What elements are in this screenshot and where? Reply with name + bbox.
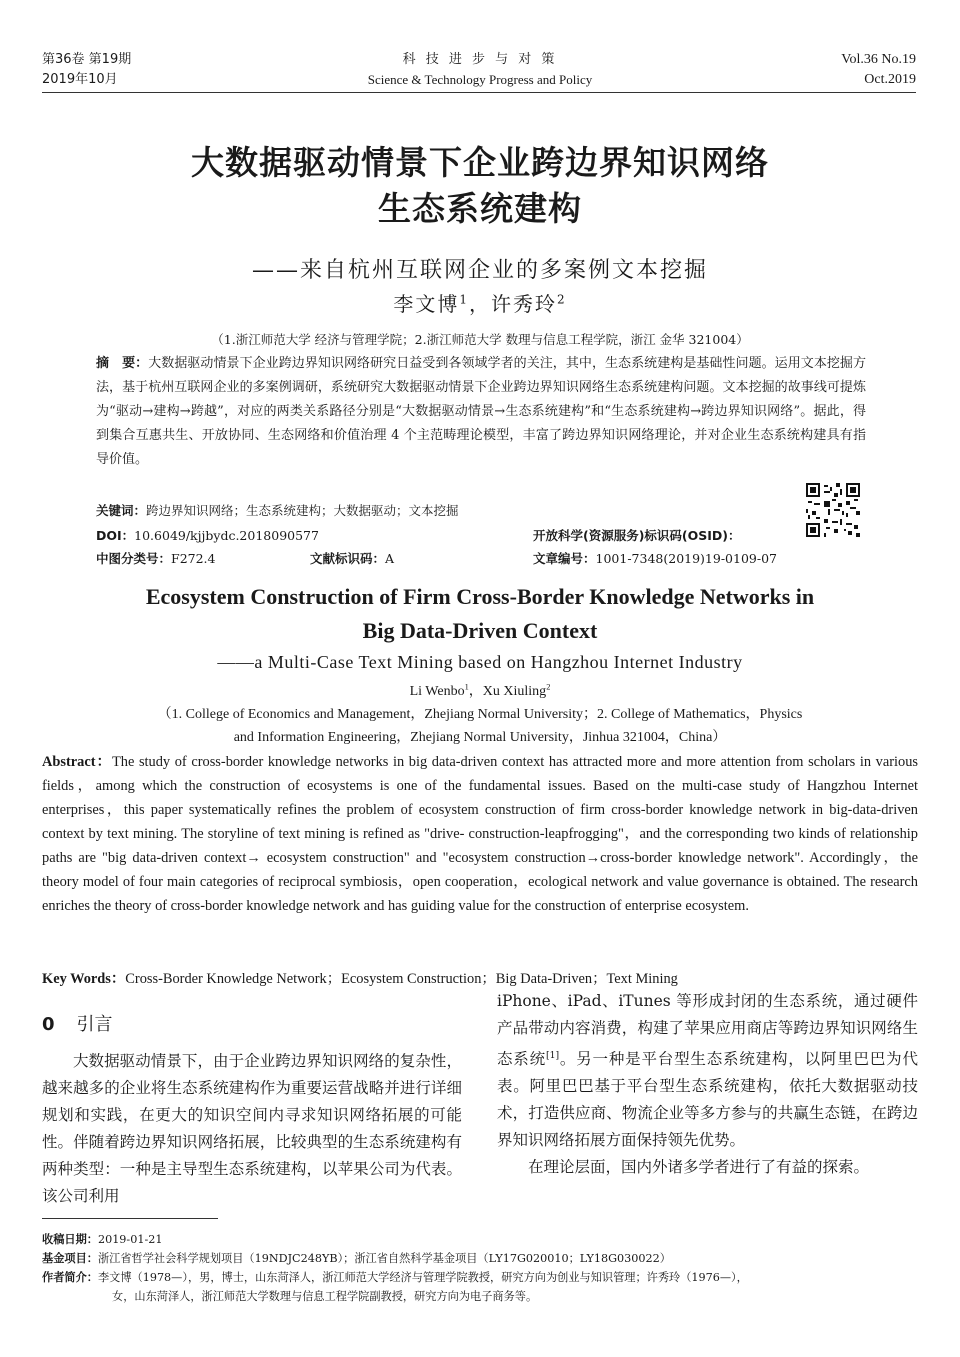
citation-ref-1[interactable]: [1] [545,1050,560,1061]
date-cn: 2019年10月 [42,72,118,87]
author-1-cn: 李文博 [393,292,460,316]
author-2-en: Xu Xiuling [482,684,547,699]
body-right-paragraph-1 [497,988,918,1154]
author-sep-en: ， [468,684,483,699]
keywords-cn-label: 关键词： [96,503,147,518]
keywords-cn-text: 跨边界知识网络；生态系统建构；大数据驱动；文本挖掘 [146,503,459,518]
abstract-cn-text: 大数据驱动情景下企业跨边界知识网络研究日益受到各领域学者的关注，其中，生态系统建构是基础性问题。运用文本挖掘方法，基于杭州互联网企业的多案例调研，系统研究大数据驱动情景下企业跨边界知识网络生态系统建构问题。文本挖掘的故事线可提炼为“驱动→建构→跨越”，对应的两类关系路径分别是“大数据驱动情景→生态系统建构”和“生态系统建构→跨边界知识网络”。据此，得到集合互惠共生、开放协同、生态网络和价值治理 4 个主范畴理论模型，丰富了跨边界知识网络理论，并对企业生态系统构建具有指导价值。 [96,356,866,467]
author-2-cn: 许秀玲 [491,292,557,316]
abstract-en-label: Abstract： [42,754,112,770]
doc-code-label: 文献标识码： [310,551,386,566]
article-no-row [533,549,777,567]
header-rule [42,92,916,93]
keywords-en-text: Cross-Border Knowledge Network；Ecosystem Construction；Big Data-Driven；Text Mining [125,971,678,987]
abstract-en-text: The study of cross-border knowledge networks in big data-driven context has attracted more and more attention from scholars in various fields，among which the construction of ecosystems is one of the fundamental issues. Based on the multi-case study of Hangzhou Internet enterprises，this paper systematically refines the problem of ecosystem construction of firm cross-border knowledge network in big-data-driven context by text mining. The storyline of text mining is refined as "drive- construction-leapfrogging"，and the corresponding two kinds of relationship paths are "big data-driven context→ ecosystem construction" and "ecosystem construction→cross-border knowledge network". Accordingly，the theory model of four main categories of reciprocal symbiosis，open cooperation，ecological network and value governance is obtained. The research enriches the theory of cross-border knowledge network and has guiding value for the construction of enterprise ecosystem. [42,754,918,914]
author-bio-line2: 女，山东菏泽人，浙江师范大学数理与信息工程学院副教授，研究方向为电子商务等。 [112,1290,538,1303]
footnotes [42,1230,922,1306]
clc-value: F272.4 [171,551,216,566]
article-title-cn [0,140,960,232]
volume-issue-en: Vol.36 No.19 [841,52,916,67]
fund-value: 浙江省哲学社会科学规划项目（19NDJC248YB）；浙江省自然科学基金项目（LY17G020010；LY18G030022） [97,1252,671,1265]
article-subtitle-en: ——a Multi-Case Text Mining based on Hangzhou Internet Industry [217,652,743,672]
osid-qr-code[interactable] [806,483,860,537]
affiliation-en-line2: and Information Engineering，Zhejiang Normal University，Jinhua 321004，China） [233,730,727,745]
section-title: 引言 [76,1014,113,1035]
date-en: Oct.2019 [864,72,916,87]
author-sep-cn: ， [469,292,491,316]
volume-issue-cn: 第36卷 第19期 [42,52,132,67]
section-heading [42,1010,113,1036]
author-1-en-sup: 1 [464,682,469,692]
journal-name-cn: 科 技 进 步 与 对 策 [402,52,558,67]
author-1-cn-sup: 1 [459,292,469,307]
affiliation-en-line1: （1. College of Economics and Management，Zhejiang Normal University；2. College of Mathematics，Physics [157,707,803,722]
journal-volume-issue-en [841,50,916,90]
doc-code-row [310,549,394,567]
body-right-para1-b: 。另一种是平台型生态系统建构，以阿里巴巴为代表。阿里巴巴基于平台型生态系统建构，依托大数据驱动技术，打造供应商、物流企业等多方参与的共赢生态链，在跨边界知识网络拓展方面保持领先优势。 [497,1050,918,1150]
clc-row [96,549,215,567]
author-2-cn-sup: 2 [557,292,567,307]
authors-en [0,680,960,700]
body-left-column [42,1048,462,1210]
abstract-cn-label: 摘 要： [96,356,149,371]
fund-label: 基金项目： [42,1252,98,1265]
footnote-rule [42,1218,218,1219]
title-en-line1: Ecosystem Construction of Firm Cross-Border Knowledge Networks in [145,584,815,609]
doi-value[interactable]: 10.6049/kjjbydc.2018090577 [134,528,319,543]
received-label: 收稿日期： [42,1233,98,1246]
article-subtitle-cn: ——来自杭州互联网企业的多案例文本挖掘 [251,258,708,283]
author-2-en-sup: 2 [546,682,551,692]
article-no-value: 1001-7348(2019)19-0109-07 [595,551,777,566]
journal-volume-issue [42,50,131,90]
article-title-en [60,580,900,648]
journal-name-en: Science & Technology Progress and Policy [367,72,593,87]
doi-row [96,526,319,544]
journal-name [300,50,660,90]
keywords-cn [96,501,459,519]
body-right-para1-a: iPhone、iPad、iTunes 等形成封闭的生态系统，通过硬件产品带动内容消费，构建了苹果应用商店等跨边界知识网络生态系统 [497,992,918,1069]
footnote-author-cont [42,1287,922,1306]
author-bio-label: 作者简介： [42,1271,98,1284]
clc-label: 中图分类号： [96,551,172,566]
section-number: 0 [42,1014,55,1035]
footnote-author [42,1268,922,1287]
abstract-en [42,750,918,918]
keywords-en-label: Key Words： [42,971,126,987]
footnote-received [42,1230,922,1249]
title-cn-line1: 大数据驱动情景下企业跨边界知识网络 [191,143,769,182]
osid-row [533,526,741,544]
title-cn-line2: 生态系统建构 [378,189,582,228]
footnote-fund [42,1249,922,1268]
doc-code-value: A [385,551,395,566]
body-right-paragraph-2: 在理论层面，国内外诸多学者进行了有益的探索。 [528,1158,870,1177]
doi-label: DOI： [96,528,135,543]
body-right-column [497,988,918,1181]
authors-cn [0,288,960,317]
affiliation-cn: （1.浙江师范大学 经济与管理学院；2.浙江师范大学 数理与信息工程学院，浙江 金华 321004） [211,332,749,347]
abstract-cn [96,352,866,472]
title-en-line2: Big Data-Driven Context [362,618,598,643]
osid-label: 开放科学(资源服务)标识码(OSID)： [533,528,741,543]
author-1-en: Li Wenbo [409,684,465,699]
received-value: 2019-01-21 [97,1233,163,1246]
body-left-paragraph: 大数据驱动情景下，由于企业跨边界知识网络的复杂性，越来越多的企业将生态系统建构作为重要运营战略并进行详细规划和实践，在更大的知识空间内寻求知识网络拓展的可能性。伴随着跨边界知识网络拓展，比较典型的生态系统建构有两种类型：一种是主导型生态系统建构，以苹果公司为代表。该公司利用 [42,1052,462,1205]
article-no-label: 文章编号： [533,551,596,566]
affiliation-en [60,703,900,749]
author-bio-line1: 李文博（1978—），男，博士，山东菏泽人，浙江师范大学经济与管理学院教授，研究方向为创业与知识管理；许秀玲（1976—）， [97,1271,748,1284]
